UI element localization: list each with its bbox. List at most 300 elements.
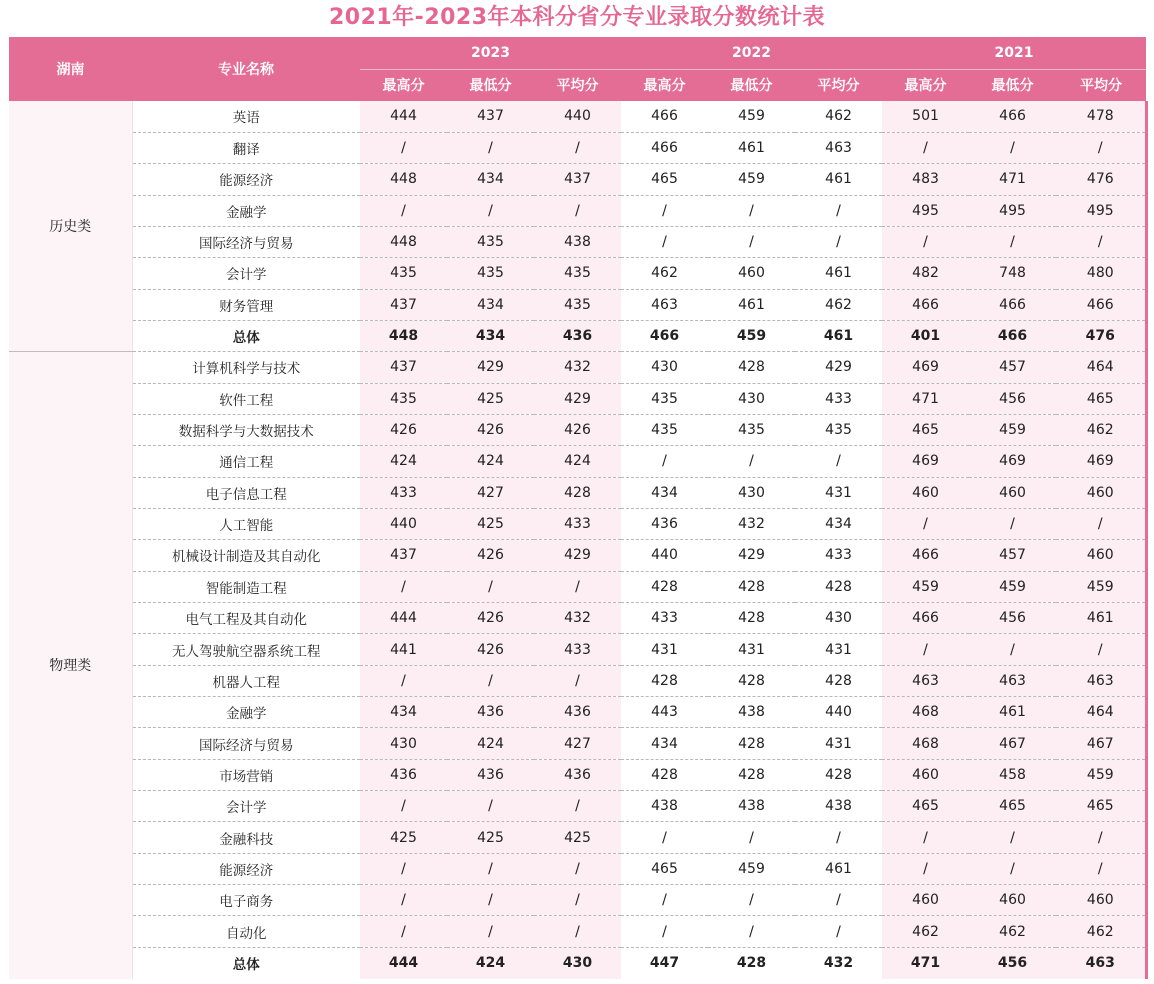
table-row <box>9 226 1146 257</box>
score-cell: 462 <box>969 916 1056 947</box>
score-cell: 466 <box>969 101 1056 132</box>
major-name-cell: 会计学 <box>132 258 360 289</box>
score-cell: 436 <box>534 759 621 790</box>
score-cell: 437 <box>447 101 534 132</box>
score-cell: / <box>447 853 534 884</box>
score-cell: 425 <box>447 383 534 414</box>
score-cell: 440 <box>534 101 621 132</box>
header-avg-score: 平均分 <box>534 69 621 101</box>
score-cell: / <box>882 226 969 257</box>
score-cell: 462 <box>795 101 882 132</box>
score-cell: 466 <box>882 603 969 634</box>
score-cell: 459 <box>708 164 795 195</box>
score-cell: 476 <box>1056 320 1146 351</box>
table-row <box>9 571 1146 602</box>
score-cell: 428 <box>795 759 882 790</box>
score-cell: 465 <box>882 414 969 445</box>
total-label-cell: 总体 <box>132 947 360 978</box>
major-name-cell: 智能制造工程 <box>132 571 360 602</box>
score-cell: 428 <box>708 352 795 383</box>
score-cell: / <box>360 571 447 602</box>
score-cell: / <box>447 571 534 602</box>
score-cell: 430 <box>534 947 621 978</box>
score-cell: 431 <box>795 477 882 508</box>
score-cell: 426 <box>447 634 534 665</box>
score-cell: 433 <box>534 508 621 539</box>
score-cell: 462 <box>795 289 882 320</box>
score-cell: 436 <box>534 697 621 728</box>
score-cell: 428 <box>534 477 621 508</box>
score-cell: 456 <box>969 603 1056 634</box>
score-cell: 428 <box>621 571 708 602</box>
score-cell: / <box>882 508 969 539</box>
score-cell: 465 <box>1056 791 1146 822</box>
score-cell: 433 <box>795 540 882 571</box>
score-cell: 469 <box>969 446 1056 477</box>
score-cell: 483 <box>882 164 969 195</box>
header-min-score: 最低分 <box>447 69 534 101</box>
score-cell: 465 <box>1056 383 1146 414</box>
score-cell: 426 <box>447 540 534 571</box>
score-cell: 433 <box>621 603 708 634</box>
score-cell: / <box>360 665 447 696</box>
score-cell: 425 <box>534 822 621 853</box>
score-cell: 462 <box>1056 916 1146 947</box>
score-cell: 434 <box>360 697 447 728</box>
score-cell: 469 <box>882 352 969 383</box>
table-row <box>9 352 1146 383</box>
score-cell: 440 <box>360 508 447 539</box>
score-cell: 464 <box>1056 352 1146 383</box>
score-cell: 457 <box>969 352 1056 383</box>
score-cell: / <box>795 822 882 853</box>
score-cell: / <box>708 195 795 226</box>
major-name-cell: 人工智能 <box>132 508 360 539</box>
score-cell: / <box>795 446 882 477</box>
score-cell: / <box>534 571 621 602</box>
score-cell: / <box>621 885 708 916</box>
score-cell: / <box>1056 508 1146 539</box>
score-cell: 461 <box>708 289 795 320</box>
score-cell: 435 <box>795 414 882 445</box>
score-cell: / <box>708 822 795 853</box>
score-cell: 463 <box>969 665 1056 696</box>
score-cell: 448 <box>360 226 447 257</box>
score-cell: / <box>534 195 621 226</box>
score-cell: 461 <box>708 132 795 163</box>
score-cell: 469 <box>882 446 969 477</box>
score-cell: 429 <box>447 352 534 383</box>
score-cell: 459 <box>708 853 795 884</box>
table-row <box>9 791 1146 822</box>
score-cell: / <box>621 195 708 226</box>
major-name-cell: 能源经济 <box>132 853 360 884</box>
table-row <box>9 164 1146 195</box>
score-cell: 464 <box>1056 697 1146 728</box>
score-cell: 459 <box>969 414 1056 445</box>
score-cell: 460 <box>708 258 795 289</box>
score-cell: 436 <box>621 508 708 539</box>
score-cell: 460 <box>969 885 1056 916</box>
score-cell: 427 <box>447 477 534 508</box>
score-cell: 428 <box>708 947 795 978</box>
score-cell: / <box>1056 822 1146 853</box>
score-cell: 468 <box>882 728 969 759</box>
table-row <box>9 508 1146 539</box>
score-cell: 401 <box>882 320 969 351</box>
score-cell: 463 <box>1056 665 1146 696</box>
score-cell: / <box>621 822 708 853</box>
score-cell: 466 <box>969 289 1056 320</box>
score-cell: 426 <box>534 414 621 445</box>
score-cell: 436 <box>447 697 534 728</box>
score-cell: / <box>795 916 882 947</box>
score-cell: 434 <box>621 477 708 508</box>
table-row <box>9 853 1146 884</box>
score-cell: 457 <box>969 540 1056 571</box>
score-cell: 444 <box>360 947 447 978</box>
header-avg-score: 平均分 <box>795 69 882 101</box>
score-cell: 459 <box>708 101 795 132</box>
score-cell: 444 <box>360 603 447 634</box>
score-cell: 430 <box>708 383 795 414</box>
score-cell: 460 <box>1056 477 1146 508</box>
score-cell: / <box>882 822 969 853</box>
header-max-score: 最高分 <box>621 69 708 101</box>
table-row <box>9 885 1146 916</box>
score-cell: 436 <box>447 759 534 790</box>
score-cell: / <box>534 665 621 696</box>
score-cell: 438 <box>795 791 882 822</box>
score-cell: / <box>969 508 1056 539</box>
score-cell: 429 <box>534 540 621 571</box>
score-cell: 460 <box>882 477 969 508</box>
score-cell: / <box>447 132 534 163</box>
major-name-cell: 财务管理 <box>132 289 360 320</box>
score-cell: 471 <box>969 164 1056 195</box>
score-cell: / <box>708 226 795 257</box>
table-row <box>9 414 1146 445</box>
score-cell: 434 <box>447 289 534 320</box>
major-name-cell: 英语 <box>132 101 360 132</box>
header-min-score: 最低分 <box>708 69 795 101</box>
score-cell: 465 <box>882 791 969 822</box>
major-name-cell: 自动化 <box>132 916 360 947</box>
score-cell: 424 <box>447 947 534 978</box>
score-cell: 431 <box>795 634 882 665</box>
score-cell: 438 <box>708 697 795 728</box>
score-cell: 459 <box>1056 759 1146 790</box>
major-name-cell: 计算机科学与技术 <box>132 352 360 383</box>
table-row <box>9 540 1146 571</box>
major-name-cell: 机械设计制造及其自动化 <box>132 540 360 571</box>
score-cell: / <box>795 226 882 257</box>
table-row <box>9 195 1146 226</box>
header-min-score: 最低分 <box>969 69 1056 101</box>
score-cell: 466 <box>621 320 708 351</box>
score-cell: 429 <box>795 352 882 383</box>
score-cell: / <box>621 226 708 257</box>
score-cell: / <box>621 916 708 947</box>
table-row <box>9 289 1146 320</box>
score-cell: 435 <box>534 258 621 289</box>
score-cell: / <box>969 822 1056 853</box>
score-cell: 428 <box>708 665 795 696</box>
score-cell: 458 <box>969 759 1056 790</box>
score-cell: 428 <box>708 603 795 634</box>
score-cell: 429 <box>534 383 621 414</box>
major-name-cell: 通信工程 <box>132 446 360 477</box>
major-name-cell: 市场营销 <box>132 759 360 790</box>
score-cell: 436 <box>534 320 621 351</box>
score-cell: 462 <box>882 916 969 947</box>
score-cell: / <box>708 916 795 947</box>
score-cell: 433 <box>534 634 621 665</box>
score-cell: 425 <box>360 822 447 853</box>
score-cell: / <box>447 791 534 822</box>
score-cell: 424 <box>447 728 534 759</box>
category-cell: 历史类 <box>9 101 132 352</box>
score-cell: 428 <box>708 759 795 790</box>
score-cell: 460 <box>969 477 1056 508</box>
admission-score-table <box>9 37 1148 979</box>
score-cell: 495 <box>969 195 1056 226</box>
score-cell: 438 <box>534 226 621 257</box>
table-row <box>9 728 1146 759</box>
score-cell: 443 <box>621 697 708 728</box>
score-cell: 482 <box>882 258 969 289</box>
score-cell: 436 <box>360 759 447 790</box>
score-cell: 459 <box>1056 571 1146 602</box>
score-cell: 428 <box>621 759 708 790</box>
score-cell: / <box>795 885 882 916</box>
score-cell: 463 <box>795 132 882 163</box>
score-cell: 748 <box>969 258 1056 289</box>
score-cell: 467 <box>1056 728 1146 759</box>
score-cell: / <box>360 916 447 947</box>
header-year-2022: 2022 <box>621 37 882 69</box>
score-cell: 463 <box>621 289 708 320</box>
score-cell: / <box>882 132 969 163</box>
score-cell: / <box>360 853 447 884</box>
score-cell: / <box>882 634 969 665</box>
score-cell: 435 <box>534 289 621 320</box>
major-name-cell: 电子信息工程 <box>132 477 360 508</box>
score-cell: 466 <box>621 132 708 163</box>
score-cell: / <box>534 791 621 822</box>
score-cell: 426 <box>360 414 447 445</box>
score-cell: / <box>360 791 447 822</box>
score-cell: 440 <box>621 540 708 571</box>
major-name-cell: 金融学 <box>132 195 360 226</box>
score-cell: 430 <box>360 728 447 759</box>
score-cell: / <box>1056 132 1146 163</box>
score-cell: 434 <box>447 164 534 195</box>
table-row <box>9 477 1146 508</box>
score-cell: / <box>621 446 708 477</box>
major-name-cell: 能源经济 <box>132 164 360 195</box>
score-cell: 432 <box>708 508 795 539</box>
header-major-name: 专业名称 <box>132 37 360 101</box>
score-cell: 426 <box>447 414 534 445</box>
score-cell: 466 <box>882 289 969 320</box>
score-cell: 461 <box>795 853 882 884</box>
score-cell: 437 <box>360 352 447 383</box>
score-cell: 461 <box>795 164 882 195</box>
score-cell: 448 <box>360 164 447 195</box>
table-row <box>9 634 1146 665</box>
page-title: 2021年-2023年本科分省分专业录取分数统计表 <box>328 5 826 30</box>
score-cell: / <box>447 195 534 226</box>
score-cell: 460 <box>1056 885 1146 916</box>
score-cell: 466 <box>882 540 969 571</box>
table-row <box>9 822 1146 853</box>
score-cell: 430 <box>708 477 795 508</box>
score-cell: 476 <box>1056 164 1146 195</box>
score-cell: 460 <box>882 885 969 916</box>
score-cell: 425 <box>447 822 534 853</box>
score-cell: 434 <box>621 728 708 759</box>
table-row <box>9 446 1146 477</box>
score-cell: / <box>1056 634 1146 665</box>
score-cell: 433 <box>795 383 882 414</box>
score-cell: 459 <box>708 320 795 351</box>
score-cell: / <box>969 853 1056 884</box>
header-avg-score: 平均分 <box>1056 69 1146 101</box>
score-cell: 432 <box>534 603 621 634</box>
score-cell: 432 <box>795 947 882 978</box>
table-body <box>9 101 1146 979</box>
score-cell: 424 <box>360 446 447 477</box>
major-name-cell: 翻译 <box>132 132 360 163</box>
score-cell: 456 <box>969 383 1056 414</box>
major-name-cell: 无人驾驶航空器系统工程 <box>132 634 360 665</box>
score-cell: / <box>534 885 621 916</box>
score-cell: 444 <box>360 101 447 132</box>
score-cell: 431 <box>795 728 882 759</box>
table-row <box>9 603 1146 634</box>
table-row-total <box>9 320 1146 351</box>
total-label-cell: 总体 <box>132 320 360 351</box>
score-cell: 440 <box>795 697 882 728</box>
score-cell: 435 <box>360 383 447 414</box>
score-cell: 434 <box>447 320 534 351</box>
score-cell: 424 <box>447 446 534 477</box>
score-cell: 460 <box>1056 540 1146 571</box>
score-cell: 463 <box>882 665 969 696</box>
major-name-cell: 金融学 <box>132 697 360 728</box>
score-cell: 435 <box>447 226 534 257</box>
score-cell: 428 <box>795 665 882 696</box>
score-cell: 471 <box>882 383 969 414</box>
table-row <box>9 132 1146 163</box>
score-cell: 465 <box>621 164 708 195</box>
major-name-cell: 机器人工程 <box>132 665 360 696</box>
category-cell: 物理类 <box>9 352 132 979</box>
score-cell: 425 <box>447 508 534 539</box>
major-name-cell: 国际经济与贸易 <box>132 728 360 759</box>
score-cell: 428 <box>708 728 795 759</box>
score-cell: 428 <box>708 571 795 602</box>
score-cell: 459 <box>882 571 969 602</box>
score-cell: 468 <box>882 697 969 728</box>
major-name-cell: 数据科学与大数据技术 <box>132 414 360 445</box>
score-cell: 431 <box>708 634 795 665</box>
major-name-cell: 电子商务 <box>132 885 360 916</box>
score-cell: 424 <box>534 446 621 477</box>
score-cell: 466 <box>621 101 708 132</box>
score-cell: 435 <box>621 383 708 414</box>
score-cell: 438 <box>708 791 795 822</box>
score-cell: 463 <box>1056 947 1146 978</box>
score-cell: / <box>882 853 969 884</box>
score-cell: 429 <box>708 540 795 571</box>
score-cell: 462 <box>621 258 708 289</box>
score-cell: 428 <box>621 665 708 696</box>
score-cell: 478 <box>1056 101 1146 132</box>
score-cell: / <box>969 132 1056 163</box>
score-cell: / <box>360 132 447 163</box>
score-cell: 447 <box>621 947 708 978</box>
score-cell: 448 <box>360 320 447 351</box>
score-cell: 428 <box>795 571 882 602</box>
score-cell: / <box>969 226 1056 257</box>
score-cell: / <box>795 195 882 226</box>
score-cell: / <box>969 634 1056 665</box>
table-row <box>9 916 1146 947</box>
score-cell: 461 <box>795 320 882 351</box>
score-cell: 459 <box>969 571 1056 602</box>
header-year-2023: 2023 <box>360 37 621 69</box>
score-cell: 438 <box>621 791 708 822</box>
score-cell: 437 <box>360 540 447 571</box>
score-cell: 469 <box>1056 446 1146 477</box>
score-cell: 461 <box>795 258 882 289</box>
header-max-score: 最高分 <box>360 69 447 101</box>
score-cell: 465 <box>969 791 1056 822</box>
score-cell: / <box>360 195 447 226</box>
table-row <box>9 697 1146 728</box>
score-cell: 432 <box>534 352 621 383</box>
score-cell: / <box>447 885 534 916</box>
score-cell: 435 <box>621 414 708 445</box>
major-name-cell: 会计学 <box>132 791 360 822</box>
major-name-cell: 国际经济与贸易 <box>132 226 360 257</box>
score-cell: 460 <box>882 759 969 790</box>
score-cell: 461 <box>969 697 1056 728</box>
score-cell: 426 <box>447 603 534 634</box>
score-cell: 461 <box>1056 603 1146 634</box>
score-cell: 465 <box>621 853 708 884</box>
header-max-score: 最高分 <box>882 69 969 101</box>
score-cell: 501 <box>882 101 969 132</box>
score-cell: 435 <box>708 414 795 445</box>
score-cell: 466 <box>969 320 1056 351</box>
table-header <box>9 37 1146 101</box>
score-cell: 430 <box>621 352 708 383</box>
score-cell: / <box>1056 226 1146 257</box>
score-cell: 433 <box>360 477 447 508</box>
score-cell: 431 <box>621 634 708 665</box>
table-row <box>9 759 1146 790</box>
table-row <box>9 383 1146 414</box>
score-cell: 495 <box>1056 195 1146 226</box>
score-cell: 495 <box>882 195 969 226</box>
score-cell: 466 <box>1056 289 1146 320</box>
header-year-2021: 2021 <box>882 37 1146 69</box>
table-row <box>9 665 1146 696</box>
score-cell: 430 <box>795 603 882 634</box>
